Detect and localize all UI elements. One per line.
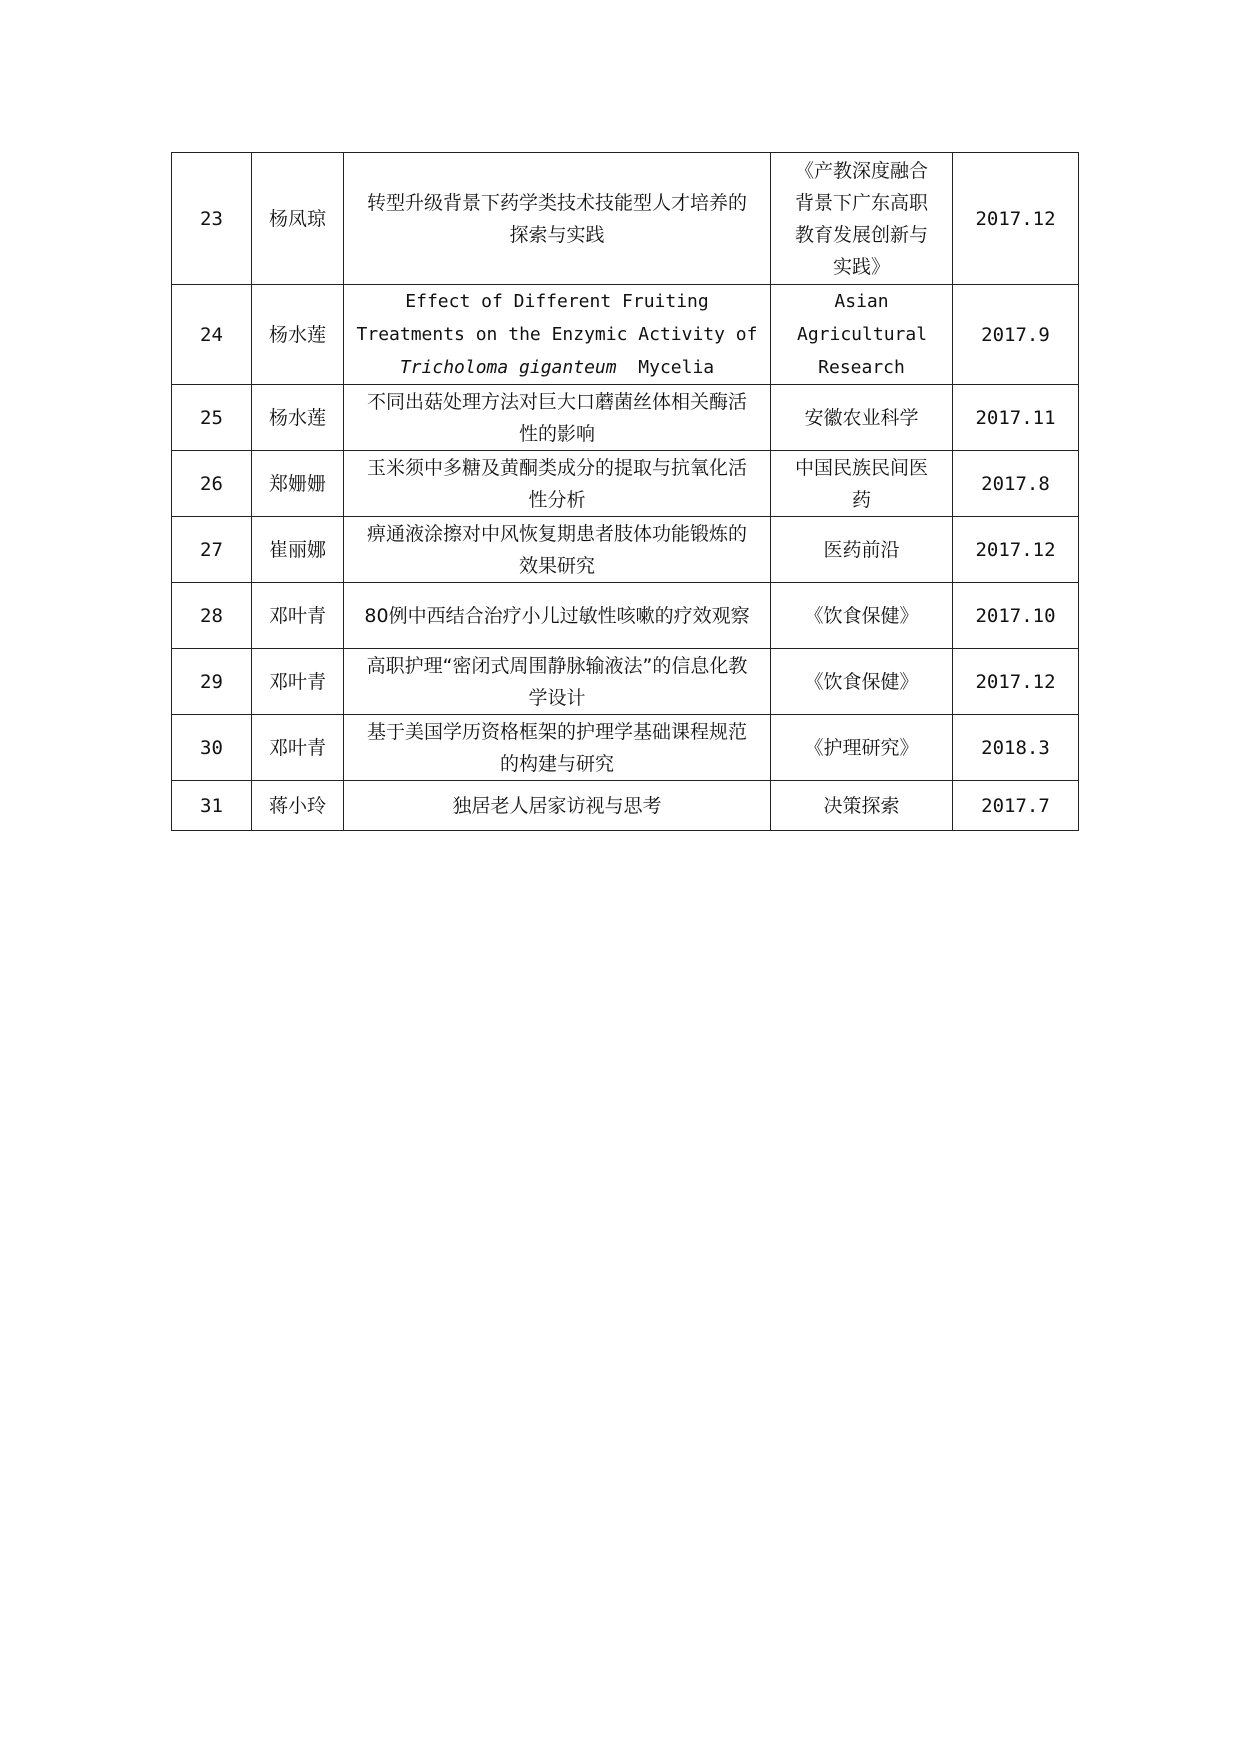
title-text-end: Mycelia [638, 357, 715, 378]
row-number: 24 [172, 285, 252, 385]
title-cell: 基于美国学历资格框架的护理学基础课程规范的构建与研究 [344, 715, 771, 781]
author-cell: 邓叶青 [252, 715, 344, 781]
author-cell: 蒋小玲 [252, 781, 344, 831]
date-cell: 2017.12 [953, 517, 1079, 583]
row-number: 31 [172, 781, 252, 831]
table-row [172, 649, 1079, 715]
author-cell: 杨水莲 [252, 285, 344, 385]
table-row [172, 583, 1079, 649]
title-cell: 转型升级背景下药学类技术技能型人才培养的探索与实践 [344, 153, 771, 285]
title-text: Effect of Different Fruiting Treatments on the Enzymic Activity of [356, 291, 758, 345]
journal-cell: 《产教深度融合背景下广东高职教育发展创新与实践》 [771, 153, 953, 285]
title-cell: 80例中西结合治疗小儿过敏性咳嗽的疗效观察 [344, 583, 771, 649]
title-cell: 独居老人居家访视与思考 [344, 781, 771, 831]
author-cell: 杨水莲 [252, 385, 344, 451]
table-row [172, 715, 1079, 781]
author-cell: 郑姗姗 [252, 451, 344, 517]
publication-table [171, 152, 1079, 831]
table-row [172, 285, 1079, 385]
row-number: 29 [172, 649, 252, 715]
date-cell: 2017.9 [953, 285, 1079, 385]
author-cell: 邓叶青 [252, 649, 344, 715]
table-row [172, 517, 1079, 583]
author-cell: 邓叶青 [252, 583, 344, 649]
table-row [172, 153, 1079, 285]
date-cell: 2017.12 [953, 649, 1079, 715]
row-number: 25 [172, 385, 252, 451]
author-cell: 崔丽娜 [252, 517, 344, 583]
date-cell: 2017.12 [953, 153, 1079, 285]
table-row [172, 385, 1079, 451]
title-cell: 不同出菇处理方法对巨大口蘑菌丝体相关酶活性的影响 [344, 385, 771, 451]
title-cell: 玉米须中多糖及黄酮类成分的提取与抗氧化活性分析 [344, 451, 771, 517]
journal-cell: 医药前沿 [771, 517, 953, 583]
date-cell: 2017.11 [953, 385, 1079, 451]
author-cell: 杨凤琼 [252, 153, 344, 285]
date-cell: 2017.8 [953, 451, 1079, 517]
title-cell [344, 285, 771, 385]
title-cell: 痹通液涂擦对中风恢复期患者肢体功能锻炼的效果研究 [344, 517, 771, 583]
journal-cell: 《饮食保健》 [771, 583, 953, 649]
row-number: 26 [172, 451, 252, 517]
row-number: 30 [172, 715, 252, 781]
journal-cell: Asian Agricultural Research [771, 285, 953, 385]
journal-cell: 《护理研究》 [771, 715, 953, 781]
journal-cell: 中国民族民间医药 [771, 451, 953, 517]
row-number: 23 [172, 153, 252, 285]
journal-cell: 决策探索 [771, 781, 953, 831]
date-cell: 2017.10 [953, 583, 1079, 649]
table-row [172, 781, 1079, 831]
row-number: 27 [172, 517, 252, 583]
title-cell: 高职护理“密闭式周围静脉输液法”的信息化教学设计 [344, 649, 771, 715]
journal-cell: 《饮食保健》 [771, 649, 953, 715]
table-row [172, 451, 1079, 517]
date-cell: 2017.7 [953, 781, 1079, 831]
journal-cell: 安徽农业科学 [771, 385, 953, 451]
species-name: Tricholoma giganteum [399, 357, 617, 378]
date-cell: 2018.3 [953, 715, 1079, 781]
row-number: 28 [172, 583, 252, 649]
